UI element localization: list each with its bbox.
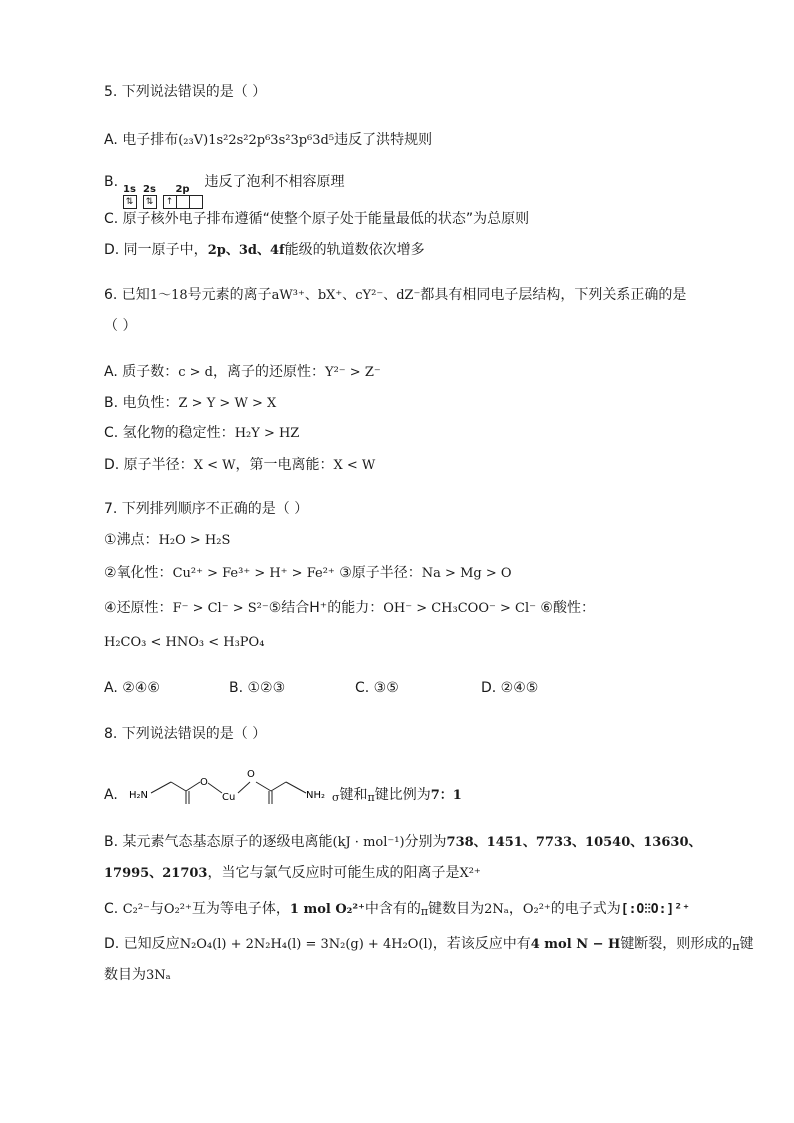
q8-b-mid: 分别为: [404, 834, 447, 850]
q7-i2-formula: Cu²⁺ > Fe³⁺ > H⁺ > Fe²⁺: [172, 566, 335, 581]
q6-b-prefix: B. 电负性：: [104, 395, 179, 411]
oxygen-left: O: [200, 777, 208, 788]
q8-option-d-line2: [104, 965, 171, 986]
orbital-box: ⇅: [143, 195, 157, 209]
q7-i3-label: 原子半径：: [351, 565, 422, 581]
q5-d-formula: 2p、3d、4f: [207, 243, 285, 258]
q7-i5-formula: OH⁻ > CH₃COO⁻ > Cl⁻: [383, 601, 536, 616]
nh2-label: NH₂: [306, 790, 326, 801]
q8-c-f3: 1 mol O₂²⁺: [289, 902, 365, 917]
q8-d-prefix: D. 已知反应: [104, 936, 180, 952]
q8-b-prefix: B. 某元素气态基态原子的逐级电离能: [104, 834, 333, 850]
q7-opt-b: B. ①②③: [229, 680, 286, 696]
q6-option-b: [104, 393, 276, 414]
q5-option-b: [104, 172, 345, 209]
q7-opt-a: A. ②④⑥: [104, 680, 160, 696]
q8-b-suffix: ，当它与氯气反应时可能生成的阳离子是: [207, 865, 460, 881]
q6-title: [104, 285, 686, 306]
orbital-1s: [123, 184, 137, 209]
q8-a-text1: 键和: [339, 787, 368, 803]
q8-d-t2: 键断裂，则形成的: [620, 936, 733, 952]
circled-3: ③: [339, 565, 352, 581]
circled-4: ④: [104, 600, 117, 616]
q8-title: 8. 下列说法错误的是（ ）: [104, 726, 267, 742]
q6-title-range: 1～18: [149, 288, 188, 303]
q6-title-suffix: 都具有相同电子层结构，下列关系正确的是: [420, 287, 687, 303]
q5-a-prefix: A. 电子排布: [104, 132, 179, 148]
q7-i1-label: 沸点：: [116, 532, 159, 548]
orbital-2p: [163, 184, 203, 209]
q8-b-unit: (kJ · mol⁻¹): [332, 835, 405, 850]
q5-option-a: [104, 130, 432, 151]
q8-c-prefix: C.: [104, 901, 123, 917]
q8-option-b-line2: [104, 863, 481, 884]
q8-c-t4: 键数目为: [428, 901, 485, 917]
q6-d-mid: ，第一电离能：: [235, 457, 334, 473]
orbital-box: [176, 195, 190, 209]
q8-a-ratio: 7：1: [430, 788, 462, 803]
q8-c-t3: 中含有的: [364, 901, 421, 917]
q7-i1-formula: H₂O > H₂S: [158, 533, 231, 548]
q8-b-values-1: 738、1451、7733、10540、13630、: [446, 835, 702, 850]
orbital-label-1s: 1s: [123, 184, 136, 195]
copper-glycinate-structure: [126, 765, 356, 807]
q8-a-sigma: σ: [332, 791, 340, 804]
q8-c-f4: 2Nₐ: [484, 902, 509, 917]
q5-option-d: [104, 240, 425, 261]
q8-d-f1: 4 mol N − H: [530, 937, 621, 952]
q6-d-prefix: D. 原子半径：: [104, 457, 194, 473]
orbital-2s: [143, 184, 157, 209]
q8-option-c: [104, 899, 690, 922]
q8-d-f2: 3Nₐ: [146, 968, 171, 983]
cu-label: Cu: [222, 792, 236, 803]
q6-option-a: [104, 362, 381, 383]
q8-c-t5: ，: [508, 901, 523, 917]
orbital-box: ↑: [163, 195, 177, 209]
q6-a-formula-1: c > d: [178, 365, 213, 380]
q5-a-suffix: 违反了洪特规则: [334, 132, 433, 148]
q7-item-6-formula: [104, 632, 264, 653]
circled-6: ⑥: [540, 600, 553, 616]
q7-i6-label: 酸性：: [552, 600, 595, 616]
orbital-box: [189, 195, 203, 209]
q6-title-line2: （ ）: [104, 318, 137, 334]
q7-items-2-3: [104, 563, 512, 584]
q5-b-suffix: 违反了泡利不相容原理: [204, 174, 345, 190]
q6-a-mid: ，离子的还原性：: [213, 364, 325, 380]
q7-items-4-6: [104, 598, 595, 619]
q8-c-pi: π: [420, 905, 429, 918]
h2n-label: H₂N: [129, 790, 149, 801]
q6-title-mid: 号元素的离子: [187, 287, 272, 303]
q8-c-t6: 的电子式为: [550, 901, 621, 917]
q6-c-formula: H₂Y > HZ: [234, 426, 300, 441]
q8-c-f1: C₂²⁻: [122, 902, 150, 917]
q6-a-prefix: A. 质子数：: [104, 364, 179, 380]
q7-opt-c: C. ③⑤: [355, 680, 399, 696]
q6-c-prefix: C. 氢化物的稳定性：: [104, 425, 235, 441]
q8-c-f2: O₂²⁺: [163, 902, 192, 917]
q8-d-line2-prefix: 数目为: [104, 967, 146, 983]
q7-i4-label: 还原性：: [116, 600, 173, 616]
circled-1: ①: [104, 532, 117, 548]
orbital-diagram: [123, 184, 203, 209]
q8-a-prefix: A.: [104, 787, 118, 803]
q8-b-ion: X²⁺: [459, 866, 481, 881]
orbital-label-2p: 2p: [175, 184, 190, 195]
orbital-box: ⇅: [123, 195, 137, 209]
q7-i5-label: 结合H⁺的能力：: [281, 600, 384, 616]
q7-i2-label: 氧化性：: [116, 565, 173, 581]
q8-c-lewis: [:O⫶⫶O:]²⁺: [620, 902, 690, 917]
q5-d-prefix: D. 同一原子中，: [104, 242, 208, 258]
q6-d-formula-1: X < W: [193, 458, 236, 473]
q5-title: 5. 下列说法错误的是（ ）: [104, 84, 267, 100]
q7-i6-formula: H₂CO₃ < HNO₃ < H₃PO₄: [104, 635, 265, 650]
q8-c-f5: O₂²⁺: [522, 902, 551, 917]
circled-5: ⑤: [268, 600, 282, 616]
q8-c-t1: 与: [149, 901, 164, 917]
orbital-label-2s: 2s: [143, 184, 156, 195]
q6-title-ions: aW³⁺、bX⁺、cY²⁻、dZ⁻: [271, 288, 421, 303]
q7-i3-formula: Na > Mg > O: [421, 566, 512, 581]
q6-title-prefix: 6. 已知: [104, 287, 150, 303]
q8-d-equation: N₂O₄(l) + 2N₂H₄(l) = 3N₂(g) + 4H₂O(l): [179, 937, 433, 952]
circled-2: ②: [104, 565, 117, 581]
q8-a-pi: π: [367, 791, 375, 804]
q7-item-1: [104, 530, 230, 551]
q5-option-c: C. 原子核外电子排布遵循“使整个原子处于能量最低的状态”为总原则: [104, 211, 530, 227]
q8-option-b-line1: [104, 832, 702, 853]
q5-b-prefix: B.: [104, 174, 119, 190]
q6-option-c: [104, 423, 299, 444]
q8-a-text2: 键比例为: [374, 787, 431, 803]
q8-b-values-2: 17995、21703: [104, 866, 208, 881]
oxygen-right: O: [247, 769, 255, 780]
q6-option-d: [104, 455, 375, 476]
q7-i4-formula: F⁻ > Cl⁻ > S²⁻: [172, 601, 269, 616]
q6-a-formula-2: Y²⁻ > Z⁻: [325, 365, 381, 380]
q7-opt-d: D. ②④⑤: [481, 680, 539, 696]
q8-d-t3: 键: [739, 936, 754, 952]
q5-a-formula: (₂₃V)1s²2s²2p⁶3s²3p⁶3d⁵: [178, 133, 335, 148]
q8-option-d-line1: [104, 934, 754, 957]
q8-d-t1: ，若该反应中有: [432, 936, 531, 952]
q8-d-pi: π: [732, 940, 740, 953]
q7-title: 7. 下列排列顺序不正确的是（ ）: [104, 501, 309, 517]
q8-c-t2: 互为等电子体，: [191, 901, 290, 917]
q6-d-formula-2: X < W: [333, 458, 376, 473]
q6-b-formula: Z > Y > W > X: [178, 396, 277, 411]
q5-d-suffix: 能级的轨道数依次增多: [284, 242, 425, 258]
